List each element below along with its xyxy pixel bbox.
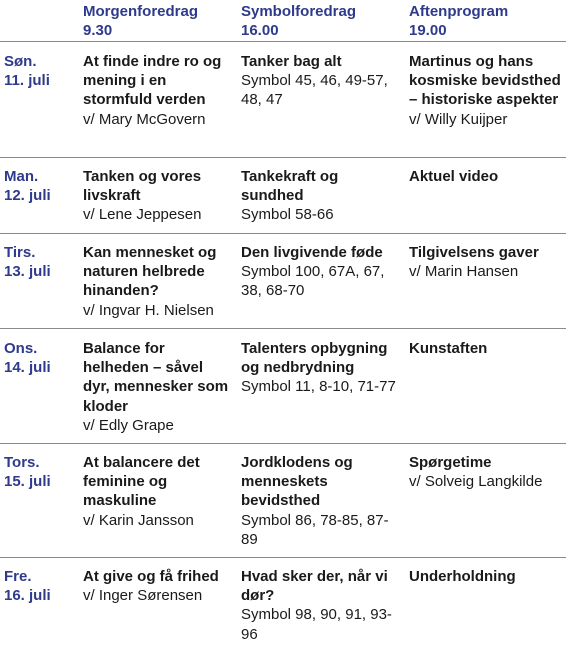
header-symbol bbox=[241, 2, 356, 40]
morning-speaker: v/ Lene Jeppesen bbox=[83, 206, 202, 224]
evening-cell bbox=[409, 453, 573, 491]
morning-cell bbox=[83, 52, 233, 129]
header-symbol-time: 16.00 bbox=[241, 22, 279, 39]
day-name: Søn. bbox=[4, 53, 37, 70]
day-date: 13. juli bbox=[4, 263, 51, 280]
morning-speaker: v/ Karin Jansson bbox=[83, 511, 194, 529]
header-evening-name: Aftenprogram bbox=[409, 3, 509, 20]
symbol-ref: Symbol 100, 67A, 67, 38, 68-70 bbox=[241, 263, 385, 300]
header-morning-name: Morgenforedrag bbox=[83, 3, 199, 20]
morning-speaker: v/ Edly Grape bbox=[83, 416, 174, 434]
day-name: Fre. bbox=[4, 568, 32, 585]
row-divider bbox=[0, 41, 566, 42]
symbol-ref: Symbol 58-66 bbox=[241, 206, 334, 224]
evening-cell bbox=[409, 339, 573, 358]
evening-title: Kunstaften bbox=[409, 340, 488, 357]
evening-speaker: v/ Marin Hansen bbox=[409, 263, 519, 281]
symbol-ref: Symbol 98, 90, 91, 93-96 bbox=[241, 606, 392, 643]
row-divider bbox=[0, 557, 566, 558]
evening-speaker: v/ Solveig Langkilde bbox=[409, 473, 543, 491]
row-divider bbox=[0, 328, 566, 329]
morning-speaker: v/ Mary McGovern bbox=[83, 110, 206, 128]
evening-cell bbox=[409, 167, 573, 186]
day-date: 16. juli bbox=[4, 587, 51, 604]
symbol-cell bbox=[241, 243, 401, 301]
morning-speaker: v/ Ingvar H. Nielsen bbox=[83, 301, 214, 319]
header-symbol-name: Symbolforedrag bbox=[241, 3, 357, 20]
day-cell bbox=[4, 52, 50, 90]
evening-title: Martinus og hans kosmiske bevidsthed – historiske aspekter bbox=[409, 53, 561, 109]
morning-title: Kan mennesket og naturen helbrede hinanden? bbox=[83, 244, 217, 300]
morning-title: Tanken og vores livskraft bbox=[83, 168, 202, 205]
symbol-ref: Symbol 86, 78-85, 87-89 bbox=[241, 511, 389, 548]
morning-speaker: v/ Inger Sørensen bbox=[83, 587, 203, 605]
day-cell bbox=[4, 339, 51, 377]
header-evening-time: 19.00 bbox=[409, 22, 447, 39]
evening-title: Tilgivelsens gaver bbox=[409, 244, 539, 261]
morning-title: At give og få frihed bbox=[83, 568, 219, 585]
symbol-cell bbox=[241, 339, 401, 397]
morning-cell bbox=[83, 243, 233, 320]
header-morning bbox=[83, 2, 198, 40]
symbol-cell bbox=[241, 453, 401, 549]
day-date: 14. juli bbox=[4, 359, 51, 376]
day-cell bbox=[4, 243, 51, 281]
day-cell bbox=[4, 167, 51, 205]
symbol-ref: Symbol 11, 8-10, 71-77 bbox=[241, 378, 396, 396]
day-name: Man. bbox=[4, 168, 39, 185]
day-cell bbox=[4, 567, 51, 605]
symbol-title: Talenters opbygning og nedbrydning bbox=[241, 340, 388, 377]
morning-title: Balance for helheden – såvel dyr, mennesker som kloder bbox=[83, 340, 229, 415]
day-date: 15. juli bbox=[4, 473, 51, 490]
symbol-ref: Symbol 45, 46, 49-57, 48, 47 bbox=[241, 72, 388, 109]
symbol-title: Jordklodens og menneskets bevidsthed bbox=[241, 454, 353, 510]
evening-cell bbox=[409, 567, 573, 586]
morning-cell bbox=[83, 167, 233, 225]
symbol-title: Den livgivende føde bbox=[241, 244, 383, 261]
symbol-title: Tanker bag alt bbox=[241, 53, 342, 70]
day-name: Ons. bbox=[4, 340, 38, 357]
row-divider bbox=[0, 443, 566, 444]
day-date: 11. juli bbox=[4, 72, 50, 89]
row-divider bbox=[0, 233, 566, 234]
evening-title: Aktuel video bbox=[409, 168, 499, 185]
evening-title: Spørgetime bbox=[409, 454, 492, 471]
evening-title: Underholdning bbox=[409, 568, 516, 585]
evening-cell bbox=[409, 52, 573, 129]
header-evening bbox=[409, 2, 508, 40]
evening-cell bbox=[409, 243, 573, 281]
day-name: Tirs. bbox=[4, 244, 36, 261]
symbol-title: Tankekraft og sundhed bbox=[241, 168, 339, 205]
symbol-cell bbox=[241, 567, 401, 644]
row-divider bbox=[0, 157, 566, 158]
day-name: Tors. bbox=[4, 454, 40, 471]
symbol-cell bbox=[241, 167, 401, 225]
header-morning-time: 9.30 bbox=[83, 22, 113, 39]
day-cell bbox=[4, 453, 51, 491]
morning-cell bbox=[83, 567, 233, 605]
symbol-title: Hvad sker der, når vi dør? bbox=[241, 568, 388, 605]
day-date: 12. juli bbox=[4, 187, 51, 204]
morning-title: At balancere det feminine og maskuline bbox=[83, 454, 200, 510]
evening-speaker: v/ Willy Kuijper bbox=[409, 110, 508, 128]
morning-cell bbox=[83, 339, 233, 435]
morning-cell bbox=[83, 453, 233, 530]
morning-title: At finde indre ro og mening i en stormfuld verden bbox=[83, 53, 222, 109]
symbol-cell bbox=[241, 52, 401, 110]
